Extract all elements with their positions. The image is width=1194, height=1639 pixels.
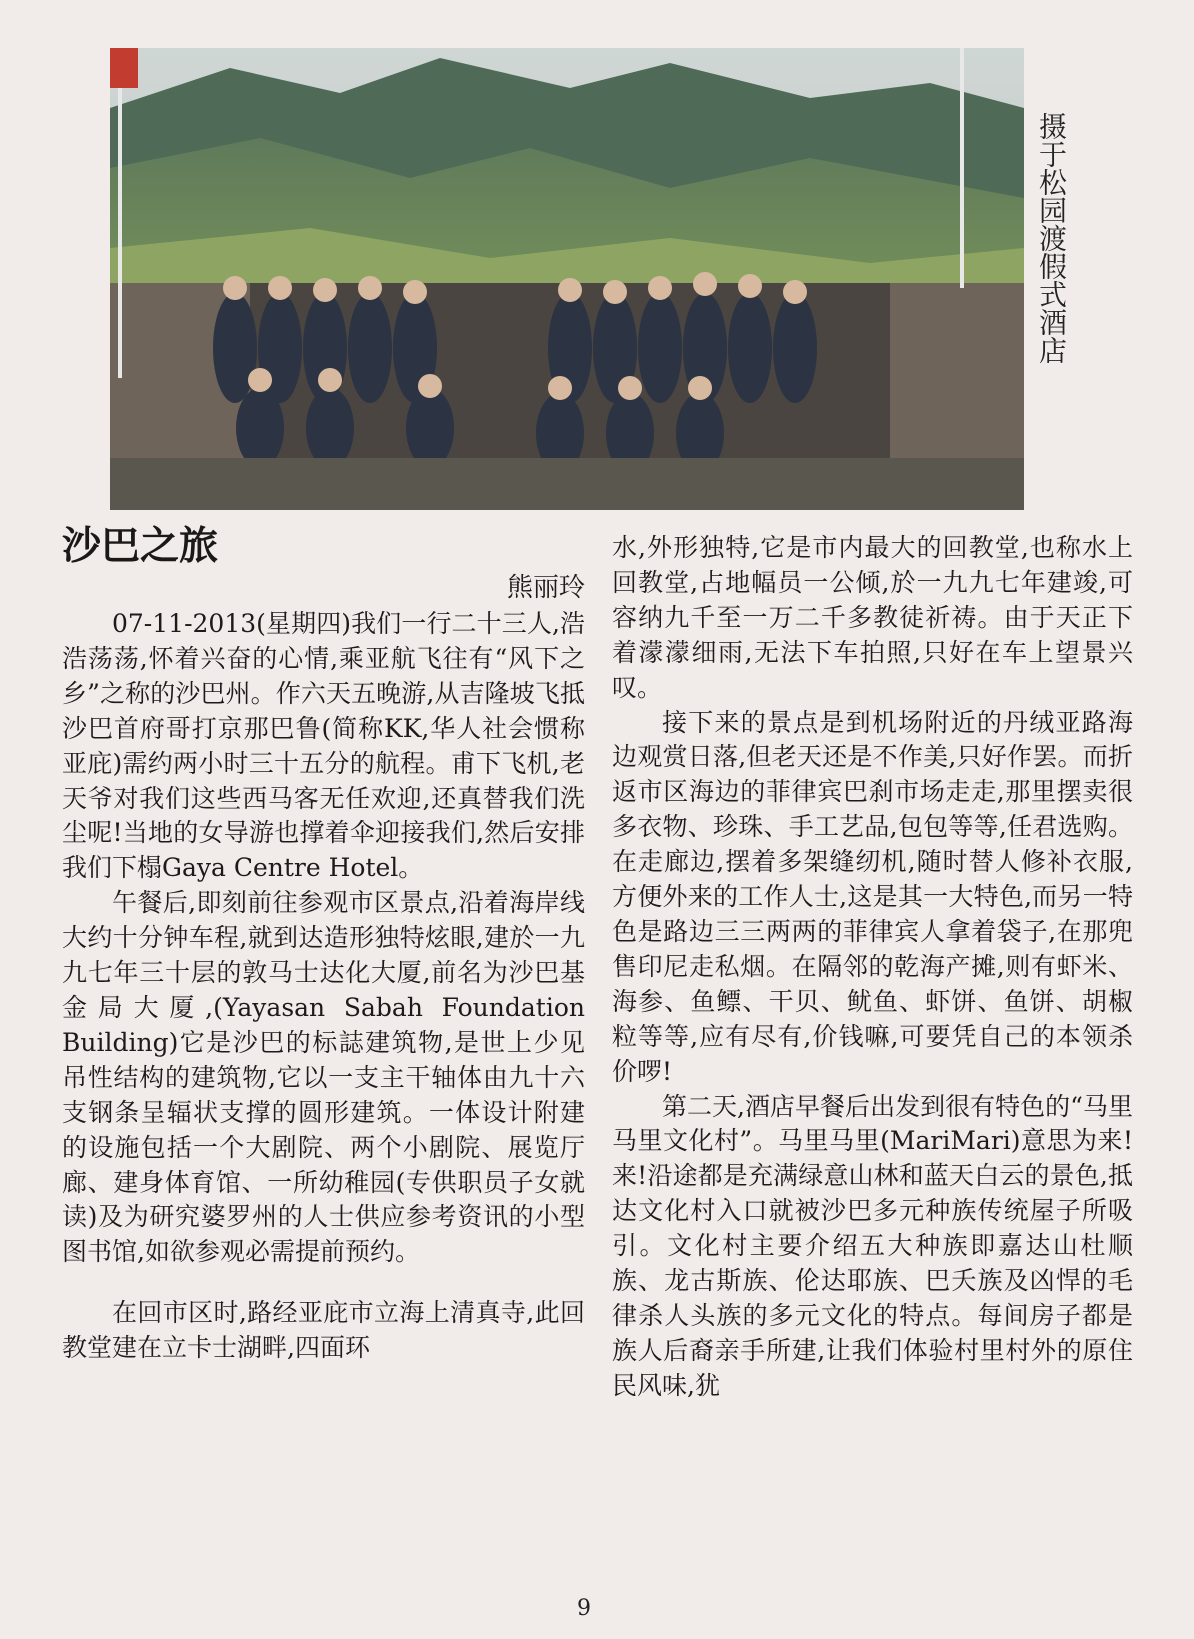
group-photo-illustration (110, 48, 1024, 510)
right-column (612, 531, 1133, 1404)
paragraph: 水,外形独特,它是市内最大的回教堂,也称水上回教堂,占地幅员一公倾,於一九九七年建竣,可容纳九千至一万二千多教徒祈祷。由于天正下着濛濛细雨,无法下车拍照,只好在车上望景兴叹。 (612, 533, 1133, 702)
article-title: 沙巴之旅 (62, 524, 219, 569)
page-number: 9 (577, 1596, 591, 1621)
photo-caption: 摄于松园渡假式酒店 (1035, 112, 1068, 364)
group-photo (110, 48, 1024, 510)
paragraph: 第二天,酒店早餐后出发到很有特色的“马里马里文化村”。马里马里(MariMari)意思为来!来!沿途都是充满绿意山林和蓝天白云的景色,抵达文化村入口就被沙巴多元种族传统屋子所吸引。文化村主要介绍五大种族即嘉达山杜顺族、龙古斯族、伦达耶族、巴夭族及凶悍的毛律杀人头族的多元文化的特点。每间房子都是族人后裔亲手所建,让我们体验村里村外的原住民风味,犹 (612, 1091, 1133, 1400)
paragraph: 午餐后,即刻前往参观市区景点,沿着海岸线大约十分钟车程,就到达造形独特炫眼,建於一九九七年三十层的敦马士达化大厦,前名为沙巴基金局大厦,(Yayasan Sabah Foundation Building)它是沙巴的标誌建筑物,是世上少见吊性结构的建筑物,它以一支主干轴体由九十六支钢条呈辐状支撑的圆形建筑。一体设计附建的设施包括一个大剧院、两个小剧院、展览厅廊、建身体育馆、一所幼稚园(专供职员子女就读)及为研究婆罗州的人士供应参考资讯的小型图书馆,如欲参观必需提前预约。 (62, 888, 585, 1267)
left-column (62, 607, 585, 1366)
paragraph: 07-11-2013(星期四)我们一行二十三人,浩浩荡荡,怀着兴奋的心情,乘亚航飞往有“风下之乡”之称的沙巴州。作六天五晚游,从吉隆坡飞抵沙巴首府哥打京那巴鲁(简称KK,华人社会惯称亚庇)需约两小时三十五分的航程。甫下飞机,老天爷对我们这些西马客无任欢迎,还真替我们洗尘呢!当地的女导游也撑着伞迎接我们,然后安排我们下榻Gaya Centre Hotel。 (62, 609, 585, 883)
paragraph: 在回市区时,路经亚庇市立海上清真寺,此回教堂建在立卡士湖畔,四面环 (62, 1298, 585, 1363)
article-author: 熊丽玲 (506, 573, 585, 603)
paragraph: 接下来的景点是到机场附近的丹绒亚路海边观赏日落,但老天还是不作美,只好作罢。而折返市区海边的菲律宾巴刹市场走走,那里摆卖很多衣物、珍珠、手工艺品,包包等等,任君选购。在走廊边,摆着多架缝纫机,随时替人修补衣服,方便外来的工作人士,这是其一大特色,而另一特色是路边三三两两的菲律宾人拿着袋子,在那兜售印尼走私烟。在隔邻的乾海产摊,则有虾米、海参、鱼鳔、干贝、鱿鱼、虾饼、鱼饼、胡椒粒等等,应有尽有,价钱嘛,可要凭自己的本领杀价啰! (612, 707, 1133, 1086)
